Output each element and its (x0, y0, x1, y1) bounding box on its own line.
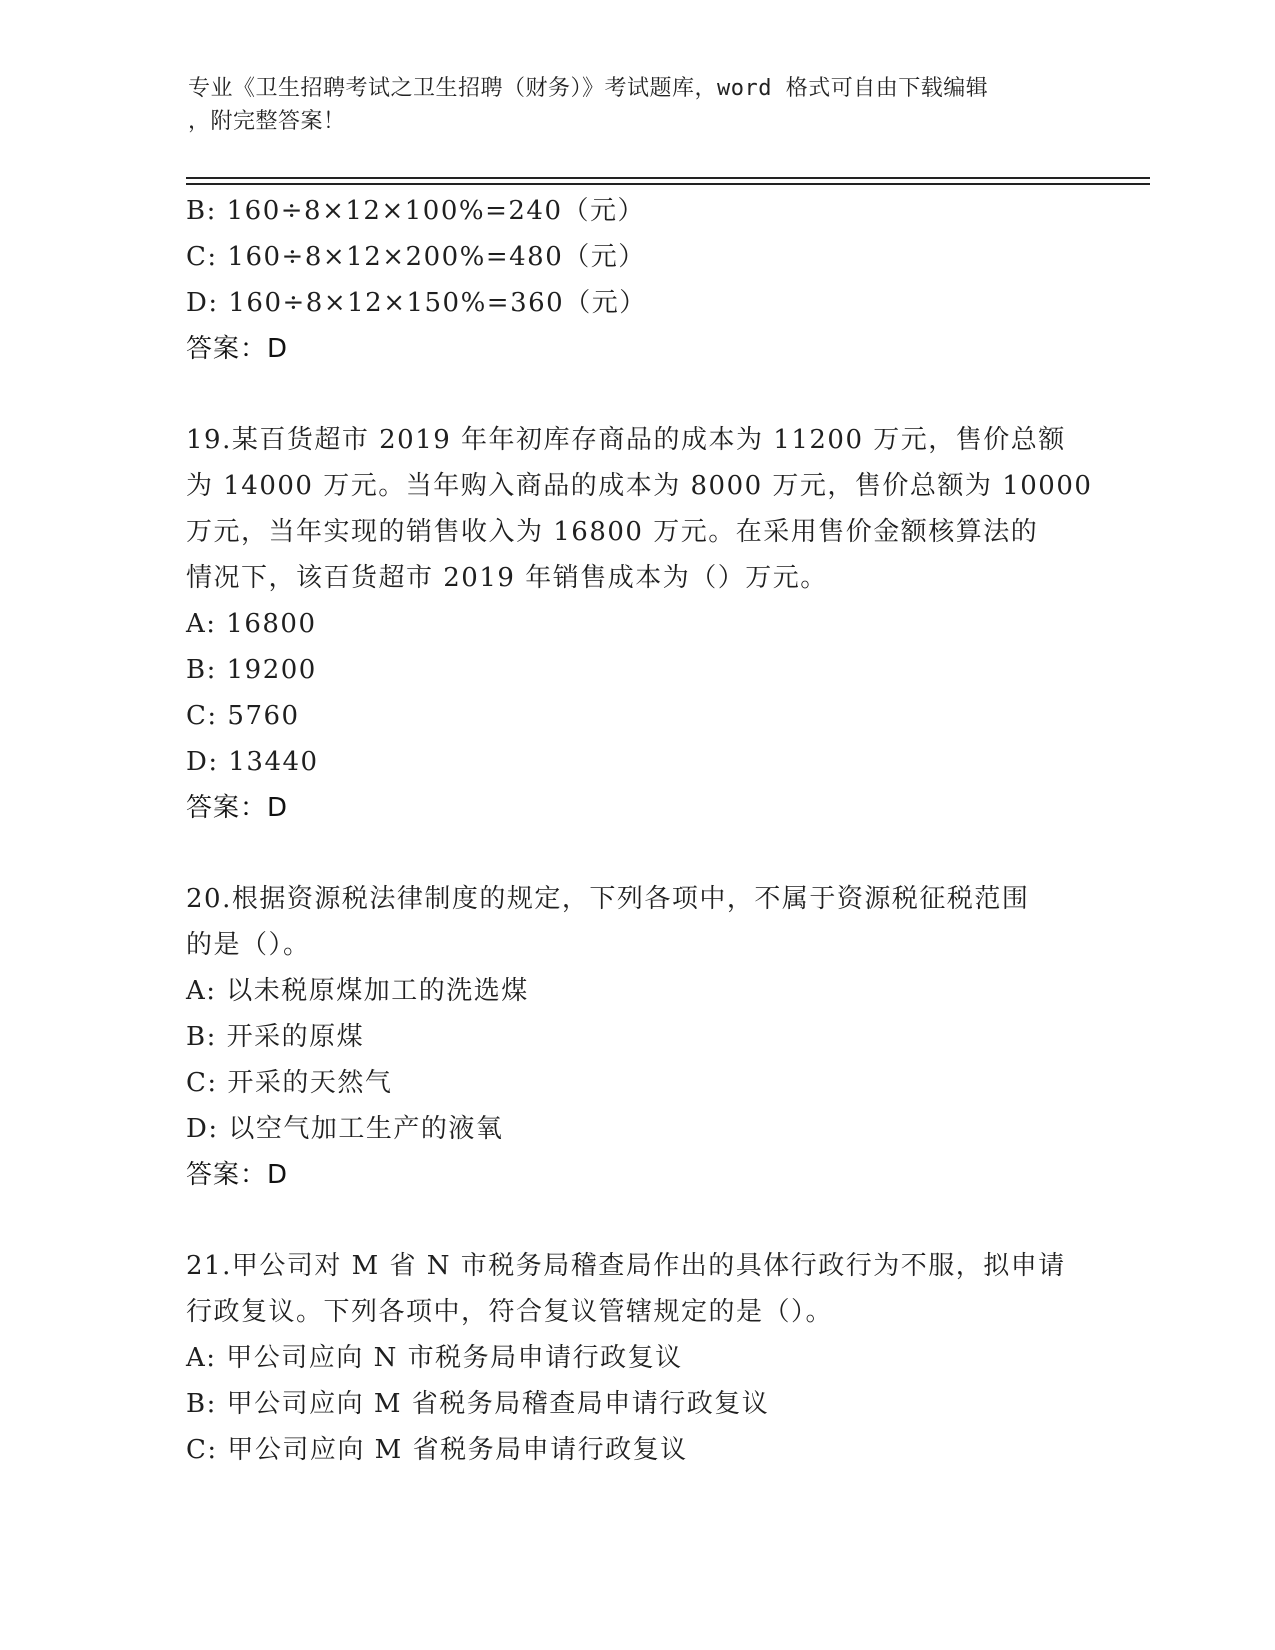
option-d: D: 13440 (186, 747, 319, 777)
question-18-tail (186, 188, 1086, 372)
question-text-line: 20.根据资源税法律制度的规定，下列各项中，不属于资源税征税范围 (186, 884, 1030, 914)
header-line-1: 专业《卫生招聘考试之卫生招聘（财务）》考试题库，word 格式可自由下载编辑 (188, 76, 989, 101)
option-d: D: 160÷8×12×150%=360（元） (186, 288, 647, 318)
question-text-line: 万元，当年实现的销售收入为 16800 万元。在采用售价金额核算法的 (186, 517, 1039, 547)
option-c: C: 开采的天然气 (186, 1068, 393, 1098)
document-header (188, 72, 1068, 138)
question-19 (186, 417, 1093, 831)
document-body (186, 188, 1093, 1473)
option-b: B: 开采的原煤 (186, 1022, 365, 1052)
option-c: C: 160÷8×12×200%=480（元） (186, 242, 646, 272)
answer: 答案：D (186, 793, 289, 823)
option-b: B: 19200 (186, 655, 317, 685)
question-text-line: 为 14000 万元。当年购入商品的成本为 8000 万元，售价总额为 10000 (186, 471, 1093, 501)
question-20 (186, 876, 1086, 1198)
option-b: B: 160÷8×12×100%=240（元） (186, 196, 645, 226)
question-text-line: 19.某百货超市 2019 年年初库存商品的成本为 11200 万元，售价总额 (186, 425, 1066, 455)
header-line-2: ，附完整答案！ (188, 109, 346, 134)
answer: 答案：D (186, 334, 289, 364)
option-b: B: 甲公司应向 M 省税务局稽查局申请行政复议 (186, 1389, 770, 1419)
question-21 (186, 1243, 1086, 1473)
option-c: C: 5760 (186, 701, 300, 731)
header-divider-bottom (186, 183, 1150, 185)
option-a: A: 甲公司应向 N 市税务局申请行政复议 (186, 1343, 683, 1373)
option-a: A: 16800 (186, 609, 317, 639)
option-d: D: 以空气加工生产的液氧 (186, 1114, 504, 1144)
header-divider-top (186, 177, 1150, 179)
option-a: A: 以未税原煤加工的洗选煤 (186, 976, 529, 1006)
question-text-line: 的是（）。 (186, 930, 311, 960)
answer: 答案：D (186, 1160, 289, 1190)
question-text-line: 行政复议。下列各项中，符合复议管辖规定的是（）。 (186, 1297, 834, 1327)
question-text-line: 情况下，该百货超市 2019 年销售成本为（）万元。 (186, 563, 828, 593)
option-c: C: 甲公司应向 M 省税务局申请行政复议 (186, 1435, 688, 1465)
question-text-line: 21.甲公司对 M 省 N 市税务局稽查局作出的具体行政行为不服，拟申请 (186, 1251, 1066, 1281)
